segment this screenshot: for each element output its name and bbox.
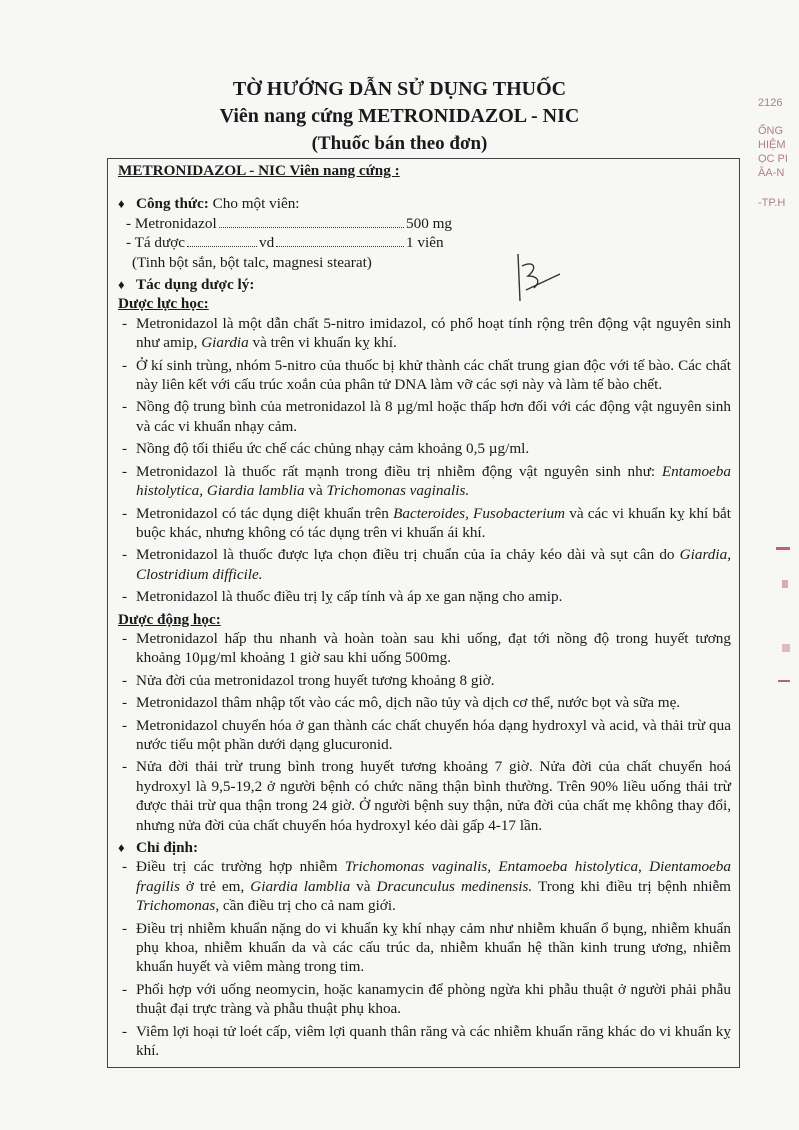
ingredient-row [118,233,731,252]
ingredient-row [118,214,731,233]
list-item: - Điều trị nhiễm khuẩn nặng do vi khuẩn kỵ khí nhạy cảm như nhiễm khuẩn ổ bụng, nhiễm khuẩn phụ khoa, nhiễm khuẩn da và các cấu trúc da, nhiễm khuẩn hệ thần kinh trung ương, nhiễm khuẩn huyết và viêm màng trong tim. [118,919,731,977]
stamp-line: ỐNG [758,125,784,137]
margin-mark [782,644,790,652]
ingredient-name: - Metronidazol [126,214,217,232]
document-title: TỜ HƯỚNG DẪN SỬ DỤNG THUỐC [232,78,567,100]
list-item: - Metronidazol thâm nhập tốt vào các mô, dịch não tủy và dịch cơ thể, nước bọt và sữa mẹ. [118,693,731,712]
indications-title: ♦ Chỉ định: [118,838,731,857]
effects-section-title: ♦ Tác dụng dược lý: [118,275,731,294]
stamp-line: -TP.H [758,197,786,209]
list-item: - Viêm lợi hoại tử loét cấp, viêm lợi quanh thân răng và các nhiễm khuẩn răng khác do vi khuẩn kỵ khí. [118,1022,731,1061]
formula-title-rest: Cho một viên: [208,195,300,213]
ingredient-name: - Tá dược [126,234,185,252]
margin-mark [782,580,788,588]
dot-leader [219,227,404,228]
dot-leader [187,246,257,247]
stamp-line: 2126 [758,97,783,109]
list-item: - Metronidazol có tác dụng diệt khuẩn trên Bacteroides, Fusobacterium và các vi khuẩn kỵ khí bắt buộc khác, nhưng không có tác dụng trên vi khuẩn ái khí. [118,504,731,543]
list-item: - Ở kí sinh trùng, nhóm 5-nitro của thuốc bị khử thành các chất trung gian độc với tế bào. Các chất này liên kết với cấu trúc xoắn của phân tử DNA làm vỡ các sợi này và làm tế bào chết. [118,356,731,395]
list-item: - Điều trị các trường hợp nhiễm Trichomonas vaginalis, Entamoeba histolytica, Dientamoeba fragilis ở trẻ em, Giardia lamblia và Dracunculus medinensis. Trong khi điều trị bệnh nhiễm Trichomonas, cần điều trị cho cả nam giới. [118,857,731,915]
dot-leader [276,246,404,247]
list-item: - Metronidazol là thuốc được lựa chọn điều trị chuẩn của ỉa chảy kéo dài và sụt cân do Giardia, Clostridium difficile. [118,545,731,584]
stamp-line: ỌC PI [758,153,788,165]
ingredient-amount: 500 mg [406,214,452,232]
list-item: - Nửa đời của metronidazol trong huyết tương khoảng 8 giờ. [118,671,731,690]
margin-mark [778,680,790,682]
list-item: - Nồng độ trung bình của metronidazol là 8 µg/ml hoặc thấp hơn đối với các động vật nguyên sinh và các vi khuẩn nhạy cảm. [118,397,731,436]
list-item: - Metronidazol hấp thu nhanh và hoàn toàn sau khi uống, đạt tới nồng độ trong huyết tương khoảng 10µg/ml khoảng 1 giờ sau khi uống 500mg. [118,629,731,668]
pharmacokinetics-title: Dược động học: [118,610,221,628]
stamp-line: ĂA-N [758,167,785,179]
formula-title: Công thức: [136,195,209,213]
margin-mark [776,547,790,550]
stamp-line: HIỆM [758,139,786,151]
list-item: - Metronidazol chuyển hóa ở gan thành các chất chuyển hóa dạng hydroxyl và acid, và thải trừ qua nước tiểu một phần dưới dạng glucuronid. [118,716,731,755]
leaflet-content-box [107,158,740,1068]
prescription-note: (Thuốc bán theo đơn) [311,133,488,154]
partial-stamp [758,96,799,210]
list-item: - Nồng độ tối thiểu ức chế các chủng nhạy cảm khoảng 0,5 µg/ml. [118,439,731,458]
ingredient-amount: 1 viên [406,234,444,252]
box-heading: METRONIDAZOL - NIC Viên nang cứng : [118,162,400,179]
document-header [0,76,799,157]
list-item: - Metronidazol là một dẫn chất 5-nitro imidazol, có phổ hoạt tính rộng trên động vật nguyên sinh như amip, Giardia và trên vi khuẩn kỵ khí. [118,314,731,353]
excipient-list: (Tinh bột sắn, bột talc, magnesi stearat) [132,253,372,271]
list-item: - Metronidazol là thuốc điều trị lỵ cấp tính và áp xe gan nặng cho amip. [118,587,731,606]
ingredient-qualifier: vd [259,234,275,252]
pharmacodynamics-title: Dược lực học: [118,295,209,313]
formula-section-title [118,194,731,213]
list-item: - Phối hợp với uống neomycin, hoặc kanamycin để phòng ngừa khi phẫu thuật ở người phải phẫu thuật đại trực tràng và phẫu thuật phụ khoa. [118,980,731,1019]
list-item: - Nửa đời thải trừ trung bình trong huyết tương khoảng 7 giờ. Nửa đời của chất chuyển hoá hydroxyl là 9,5-19,2 ở người bệnh có chức năng thận bình thường. Trên 90% liều uống thải trừ được thải trừ qua thận trong 24 giờ. Ở người bệnh suy thận, nửa đời của chất mẹ không thay đổi, nhưng nửa đời của chất chuyển hóa hydroxyl kéo dài gấp 4-17 lần. [118,757,731,835]
list-item: - Metronidazol là thuốc rất mạnh trong điều trị nhiễm động vật nguyên sinh như: Entamoeba histolytica, Giardia lamblia và Trichomonas vaginalis. [118,462,731,501]
product-name: Viên nang cứng METRONIDAZOL - NIC [219,105,580,127]
